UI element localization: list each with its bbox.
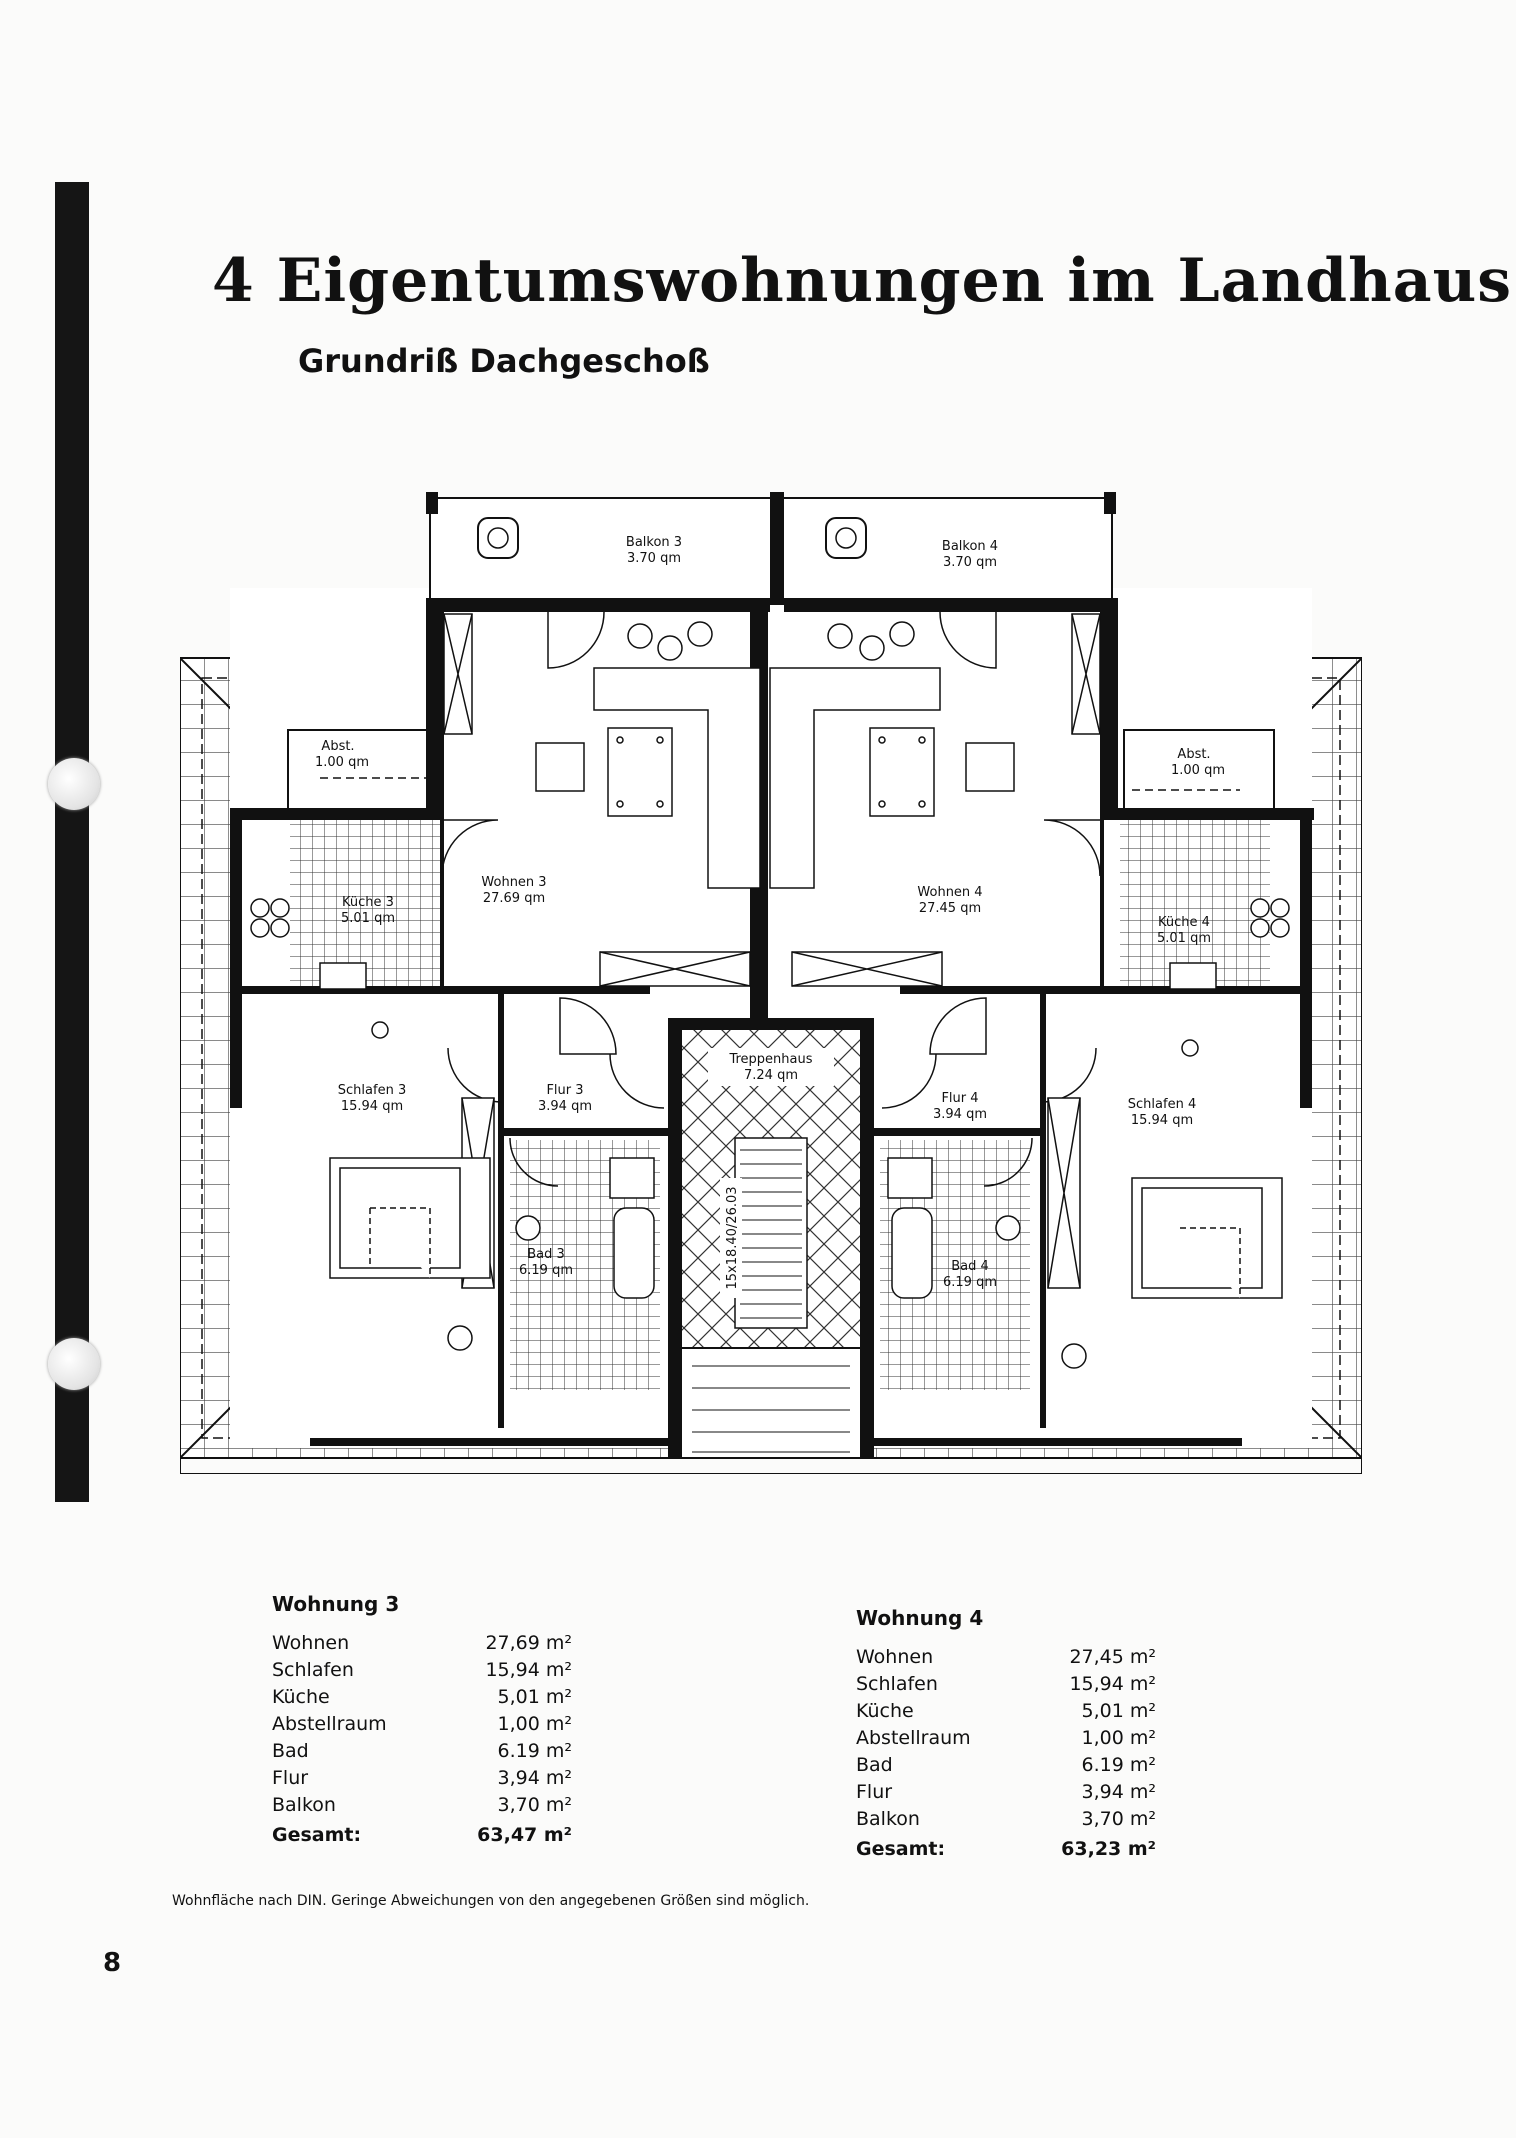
wohnung3-table bbox=[272, 1592, 572, 1849]
row-label: Wohnen bbox=[272, 1632, 350, 1654]
total-value: 63,23 m² bbox=[1061, 1838, 1156, 1860]
binder-bar bbox=[55, 182, 89, 1502]
row-label: Schlafen bbox=[272, 1659, 354, 1681]
label-wohnen4-area: 27.45 qm bbox=[918, 901, 982, 916]
wohnung3-heading: Wohnung 3 bbox=[272, 1592, 400, 1616]
label-abst3-area: 1.00 qm bbox=[315, 755, 369, 770]
label-flur3-name: Flur 3 bbox=[546, 1083, 584, 1098]
label-balkon4-name: Balkon 4 bbox=[941, 539, 999, 554]
label-kueche3-name: Küche 3 bbox=[342, 895, 394, 910]
label-abst4-name: Abst. bbox=[1177, 747, 1211, 762]
label-balkon3-name: Balkon 3 bbox=[625, 535, 683, 550]
table-row bbox=[856, 1698, 1156, 1725]
row-value: 5,01 m² bbox=[1081, 1700, 1156, 1722]
page-subtitle: Grundriß Dachgeschoß bbox=[298, 342, 710, 380]
table-row bbox=[272, 1738, 572, 1765]
table-row bbox=[856, 1806, 1156, 1833]
label-bad3-name: Bad 3 bbox=[527, 1247, 565, 1262]
wohnung4-heading: Wohnung 4 bbox=[856, 1606, 984, 1630]
row-value: 3,94 m² bbox=[1081, 1781, 1156, 1803]
label-schlafen3-area: 15.94 qm bbox=[340, 1099, 404, 1114]
label-balkon4-area: 3.70 qm bbox=[943, 555, 997, 570]
row-value: 27,69 m² bbox=[485, 1632, 572, 1654]
table-row bbox=[856, 1752, 1156, 1779]
total-row bbox=[272, 1822, 572, 1849]
label-bad4-area: 6.19 qm bbox=[943, 1275, 997, 1290]
row-value: 3,94 m² bbox=[497, 1767, 572, 1789]
row-value: 1,00 m² bbox=[497, 1713, 572, 1735]
total-row bbox=[856, 1836, 1156, 1863]
label-treppenhaus-name: Treppenhaus bbox=[729, 1052, 813, 1067]
row-label: Küche bbox=[272, 1686, 330, 1708]
label-bad4-name: Bad 4 bbox=[951, 1259, 989, 1274]
table-row bbox=[272, 1657, 572, 1684]
row-label: Küche bbox=[856, 1700, 914, 1722]
row-value: 6.19 m² bbox=[497, 1740, 572, 1762]
row-label: Abstellraum bbox=[272, 1713, 387, 1735]
label-stairs-dimension: 15x18.40/26.03 bbox=[725, 1186, 740, 1290]
table-row bbox=[272, 1711, 572, 1738]
punch-hole-top bbox=[48, 758, 100, 810]
label-abst3-name: Abst. bbox=[321, 739, 355, 754]
row-label: Schlafen bbox=[856, 1673, 938, 1695]
label-wohnen3-name: Wohnen 3 bbox=[481, 875, 547, 890]
label-wohnen3-area: 27.69 qm bbox=[482, 891, 546, 906]
row-label: Bad bbox=[856, 1754, 893, 1776]
label-schlafen4-name: Schlafen 4 bbox=[1127, 1097, 1197, 1112]
punch-hole-bottom bbox=[48, 1338, 100, 1390]
row-label: Wohnen bbox=[856, 1646, 934, 1668]
table-row bbox=[856, 1671, 1156, 1698]
label-wohnen4-name: Wohnen 4 bbox=[917, 885, 983, 900]
row-label: Balkon bbox=[272, 1794, 336, 1816]
table-row bbox=[856, 1725, 1156, 1752]
row-label: Flur bbox=[272, 1767, 309, 1789]
row-value: 27,45 m² bbox=[1069, 1646, 1156, 1668]
row-value: 3,70 m² bbox=[497, 1794, 572, 1816]
table-row bbox=[272, 1765, 572, 1792]
row-label: Balkon bbox=[856, 1808, 920, 1830]
row-value: 3,70 m² bbox=[1081, 1808, 1156, 1830]
row-value: 5,01 m² bbox=[497, 1686, 572, 1708]
total-label: Gesamt: bbox=[856, 1838, 946, 1860]
page-title: 4 Eigentumswohnungen im Landhaus bbox=[212, 246, 1513, 316]
row-label: Abstellraum bbox=[856, 1727, 971, 1749]
label-flur3-area: 3.94 qm bbox=[538, 1099, 592, 1114]
row-value: 15,94 m² bbox=[1069, 1673, 1156, 1695]
label-schlafen3-name: Schlafen 3 bbox=[337, 1083, 407, 1098]
page-number: 8 bbox=[103, 1948, 122, 1978]
wohnung4-table bbox=[856, 1606, 1156, 1863]
row-label: Flur bbox=[856, 1781, 893, 1803]
table-row bbox=[856, 1779, 1156, 1806]
row-value: 1,00 m² bbox=[1081, 1727, 1156, 1749]
table-row bbox=[272, 1792, 572, 1819]
label-kueche3-area: 5.01 qm bbox=[341, 911, 395, 926]
label-abst4-area: 1.00 qm bbox=[1171, 763, 1225, 778]
staircase bbox=[680, 1028, 862, 1458]
label-kueche4-area: 5.01 qm bbox=[1157, 931, 1211, 946]
floor-plan bbox=[180, 488, 1362, 1474]
label-bad3-area: 6.19 qm bbox=[519, 1263, 573, 1278]
total-value: 63,47 m² bbox=[477, 1824, 572, 1846]
row-value: 15,94 m² bbox=[485, 1659, 572, 1681]
table-row bbox=[272, 1630, 572, 1657]
row-label: Bad bbox=[272, 1740, 309, 1762]
table-row bbox=[272, 1684, 572, 1711]
label-flur4-name: Flur 4 bbox=[941, 1091, 979, 1106]
label-flur4-area: 3.94 qm bbox=[933, 1107, 987, 1122]
footnote: Wohnfläche nach DIN. Geringe Abweichungen von den angegebenen Größen sind möglich. bbox=[172, 1893, 810, 1909]
row-value: 6.19 m² bbox=[1081, 1754, 1156, 1776]
total-label: Gesamt: bbox=[272, 1824, 362, 1846]
label-schlafen4-area: 15.94 qm bbox=[1130, 1113, 1194, 1128]
table-row bbox=[856, 1644, 1156, 1671]
label-balkon3-area: 3.70 qm bbox=[627, 551, 681, 566]
label-treppenhaus-area: 7.24 qm bbox=[744, 1068, 798, 1083]
label-kueche4-name: Küche 4 bbox=[1158, 915, 1210, 930]
